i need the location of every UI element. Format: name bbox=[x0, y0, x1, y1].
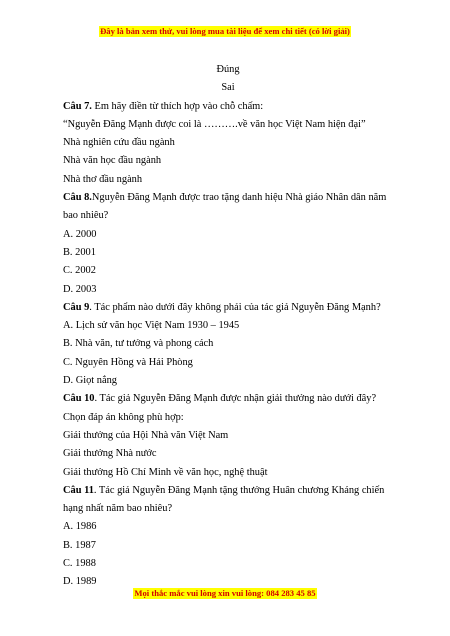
question-7-option-1: Nhà nghiên cứu đầu ngành bbox=[63, 137, 175, 149]
question-9-option-c: C. Nguyên Hồng và Hải Phòng bbox=[63, 356, 193, 368]
question-10-text: . Tác giả Nguyễn Đăng Mạnh được nhận giải thưởng nào dưới đây? bbox=[94, 393, 377, 405]
question-11-label: Câu 11 bbox=[63, 484, 94, 496]
footer-notice: Mọi thắc mắc vui lòng xin vui lòng: 084 283 45 85 bbox=[134, 588, 316, 598]
option-false: Sai bbox=[221, 82, 235, 94]
question-11-text: . Tác giả Nguyễn Đăng Mạnh tặng thưởng Huân chương Kháng chiến bbox=[93, 484, 385, 496]
header-notice: Đây là bản xem thử, vui lòng mua tài liệu để xem chi tiết (có lời giải) bbox=[100, 26, 350, 36]
question-11-option-d: D. 1989 bbox=[63, 576, 97, 588]
question-8-text-cont: bao nhiêu? bbox=[63, 210, 109, 222]
question-9-option-b: B. Nhà văn, tư tưởng và phong cách bbox=[63, 338, 214, 350]
question-11-option-c: C. 1988 bbox=[63, 558, 96, 570]
question-7-text: Em hãy điền từ thích hợp vào chỗ chấm: bbox=[91, 100, 264, 112]
question-9-label: Câu 9 bbox=[63, 301, 90, 313]
question-11-option-a: A. 1986 bbox=[63, 521, 97, 533]
question-11 bbox=[63, 482, 393, 500]
question-10 bbox=[63, 390, 393, 408]
question-8-option-c: C. 2002 bbox=[63, 265, 96, 277]
question-7-option-2: Nhà văn học đầu ngành bbox=[63, 155, 162, 167]
question-8-option-a: A. 2000 bbox=[63, 228, 97, 240]
question-11-option-b: B. 1987 bbox=[63, 539, 96, 551]
question-11-text-cont: hạng nhất năm bao nhiêu? bbox=[63, 503, 173, 515]
question-9-option-a: A. Lịch sử văn học Việt Nam 1930 – 1945 bbox=[63, 320, 240, 332]
footer-notice-wrap bbox=[0, 588, 450, 599]
option-true: Đúng bbox=[216, 64, 240, 75]
question-10-option-1: Giải thưởng của Hội Nhà văn Việt Nam bbox=[63, 429, 229, 441]
question-8-option-b: B. 2001 bbox=[63, 246, 96, 258]
question-8-text: Nguyễn Đăng Mạnh được trao tặng danh hiệu Nhà giáo Nhân dân năm bbox=[91, 192, 387, 204]
question-7-label: Câu 7. bbox=[63, 100, 92, 112]
question-9-text: . Tác phẩm nào dưới đây không phải của tác giả Nguyễn Đăng Mạnh? bbox=[89, 301, 381, 313]
question-7-option-3: Nhà thơ đầu ngành bbox=[63, 173, 143, 185]
question-7-quote: “Nguyễn Đăng Mạnh được coi là ……….về văn học Việt Nam hiện đại” bbox=[63, 118, 366, 130]
document-body bbox=[63, 61, 393, 592]
header-notice-wrap bbox=[0, 26, 450, 37]
question-8-label: Câu 8. bbox=[63, 192, 92, 204]
question-7 bbox=[63, 98, 393, 116]
question-10-label: Câu 10 bbox=[63, 393, 95, 405]
question-10-option-2: Giải thưởng Nhà nước bbox=[63, 448, 157, 460]
question-8 bbox=[63, 189, 393, 207]
question-9-option-d: D. Giọt nắng bbox=[63, 375, 117, 387]
question-8-option-d: D. 2003 bbox=[63, 283, 97, 295]
question-9 bbox=[63, 299, 393, 317]
question-10-instruction: Chọn đáp án không phù hợp: bbox=[63, 411, 184, 423]
question-10-option-3: Giải thưởng Hồ Chí Minh về văn học, nghệ thuật bbox=[63, 466, 268, 478]
